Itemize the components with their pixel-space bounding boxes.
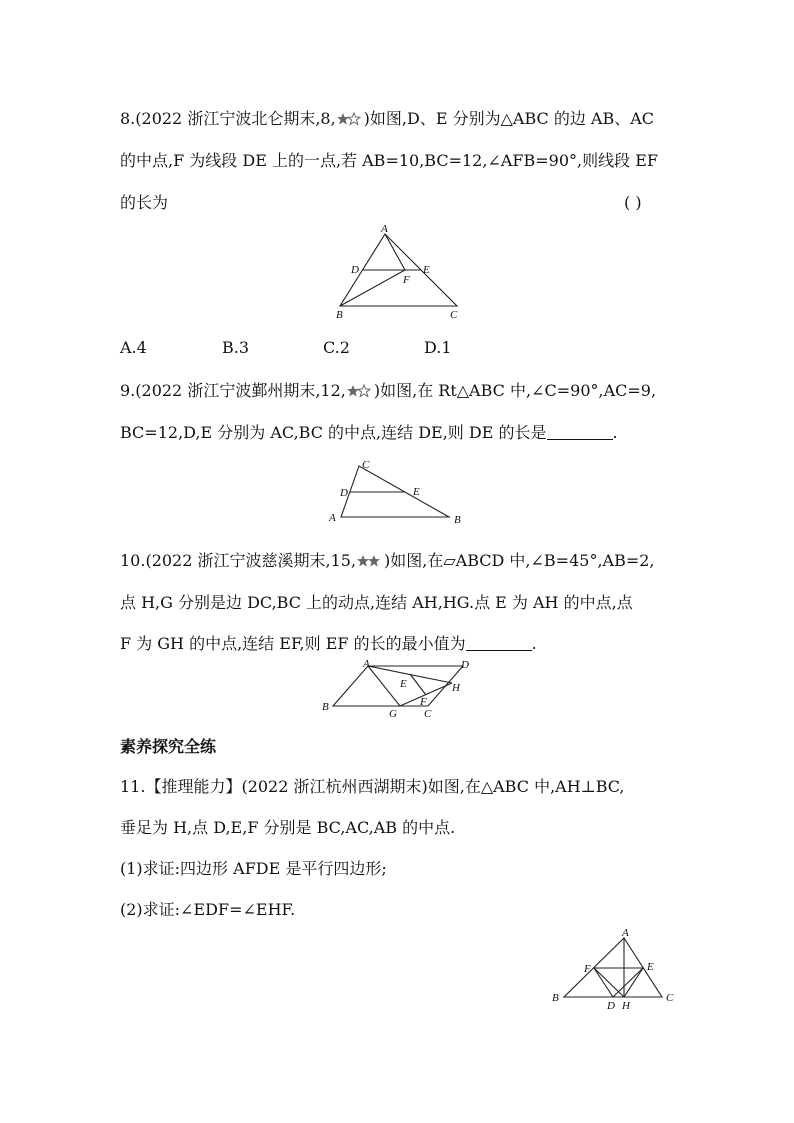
q10-label-d: D (461, 659, 469, 671)
q8-option-d[interactable]: D.1 (424, 338, 452, 357)
q11-label-b: B (552, 992, 559, 1004)
q9-source: 9.(2022 浙江宁波鄞州期末,12, (120, 381, 346, 400)
q9-line-2 (120, 423, 618, 443)
q9-label-d: D (340, 487, 348, 499)
q10-label-a: A (363, 658, 370, 670)
section-title: 素养探究全练 (120, 737, 217, 756)
q11-label-d: D (607, 1000, 615, 1012)
difficulty-stars-icon (357, 554, 383, 568)
q9-figure (325, 456, 470, 528)
q8-source: 8.(2022 浙江宁波北仑期末,8, (120, 109, 336, 128)
q10-line-2: 点 H,G 分别是边 DC,BC 上的动点,连结 AH,HG.点 E 为 AH 的中点,点 (120, 593, 633, 612)
q10-source: 10.(2022 浙江宁波慈溪期末,15, (120, 551, 357, 570)
q11-label-a: A (622, 927, 629, 939)
q8-label-c: C (450, 309, 458, 321)
q10-label-g: G (389, 708, 397, 720)
q10-period: . (531, 634, 537, 653)
q10-line-3 (120, 634, 537, 654)
q8-option-c[interactable]: C.2 (323, 338, 350, 357)
q10-label-e: E (400, 678, 407, 690)
q11-segment-fh (594, 968, 624, 997)
difficulty-stars-icon (347, 384, 373, 398)
q9-label-b: B (454, 514, 461, 526)
q10-stem: )如图,在▱ABCD 中,∠B=45°,AB=2, (384, 551, 655, 570)
q10-stem-3: F 为 GH 的中点,连结 EF,则 EF 的长的最小值为 (120, 634, 466, 653)
q9-stem-2: BC=12,D,E 分别为 AC,BC 的中点,连结 DE,则 DE 的长是 (120, 423, 547, 442)
q10-answer-blank[interactable] (466, 636, 532, 651)
q11-line-4: (2)求证:∠EDF=∠EHF. (120, 900, 296, 919)
q8-answer-paren[interactable]: ( ) (624, 193, 642, 212)
q8-line-2: 的中点,F 为线段 DE 上的一点,若 AB=10,BC=12,∠AFB=90°,则线段 EF (120, 151, 658, 170)
q8-label-b: B (336, 309, 343, 321)
q11-segment-fd (594, 968, 613, 997)
q11-segment-ed (613, 968, 643, 997)
q8-label-f: F (403, 274, 410, 286)
q11-label-e: E (647, 961, 654, 973)
q9-answer-blank[interactable] (547, 425, 613, 440)
q9-line-1 (120, 381, 656, 401)
q8-option-b[interactable]: B.3 (222, 338, 250, 357)
q10-label-b: B (322, 701, 329, 713)
q8-segment-af (385, 234, 405, 270)
q11-line-2: 垂足为 H,点 D,E,F 分别是 BC,AC,AB 的中点. (120, 818, 456, 837)
q11-line-3: (1)求证:四边形 AFDE 是平行四边形; (120, 859, 387, 878)
q9-label-c: C (362, 459, 370, 471)
q9-period: . (612, 423, 618, 442)
q10-label-f: F (420, 696, 427, 708)
q10-label-h: H (452, 682, 460, 694)
q11-figure (548, 926, 683, 1014)
q8-stem: )如图,D、E 分别为△ABC 的边 AB、AC (363, 109, 655, 128)
q10-label-c: C (424, 708, 432, 720)
q8-label-d: D (351, 264, 359, 276)
q11-line-1: 11.【推理能力】(2022 浙江杭州西湖期末)如图,在△ABC 中,AH⊥BC, (120, 777, 625, 796)
q8-option-a[interactable]: A.4 (120, 338, 147, 357)
q11-label-f: F (584, 963, 591, 975)
q8-line-1 (120, 109, 654, 129)
q10-figure (318, 656, 478, 722)
q8-figure (330, 222, 470, 322)
q9-stem: )如图,在 Rt△ABC 中,∠C=90°,AC=9, (373, 381, 657, 400)
q8-label-e: E (423, 264, 430, 276)
difficulty-stars-icon (337, 112, 363, 126)
q11-segment-eh (624, 968, 643, 997)
q8-label-a: A (381, 223, 388, 235)
q10-line-1 (120, 551, 655, 571)
q9-label-e: E (413, 486, 420, 498)
q11-label-c: C (666, 992, 674, 1004)
q11-label-h: H (622, 1000, 630, 1012)
q8-segment-bf (340, 270, 405, 306)
q8-line-3: 的长为 (120, 193, 169, 212)
q9-label-a: A (329, 512, 336, 524)
